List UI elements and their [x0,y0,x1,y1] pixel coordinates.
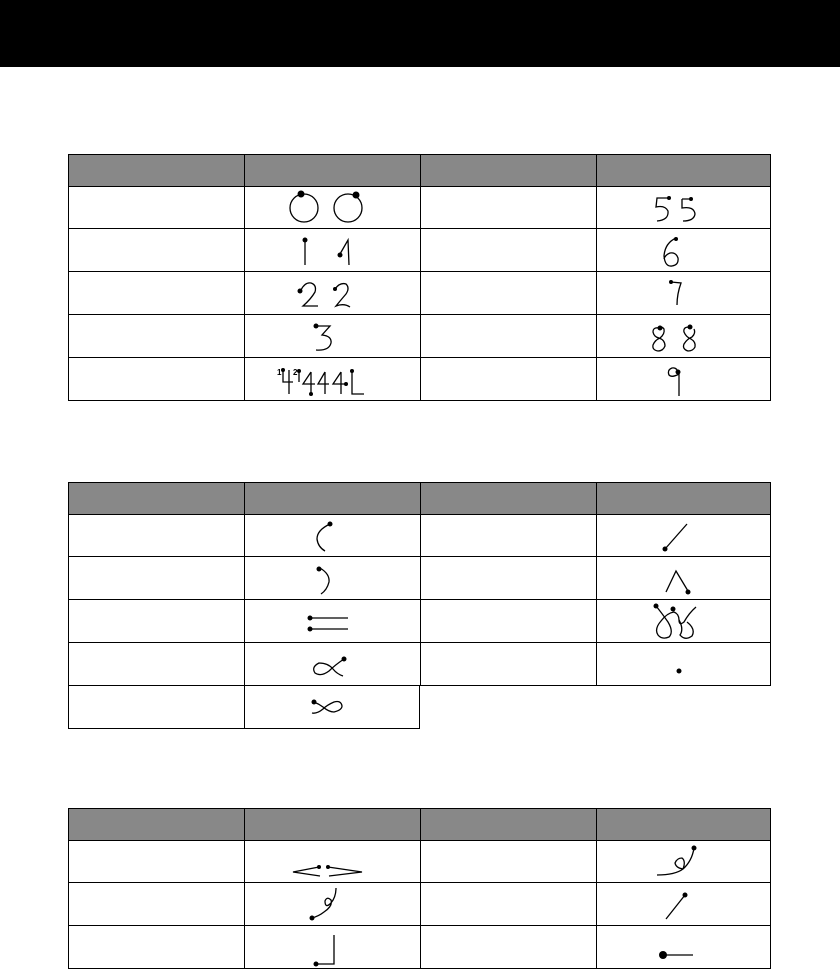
stroke-period-cell [596,643,771,686]
header-cell [244,808,420,841]
stroke-loop-stroke-cell [244,883,420,926]
stroke-order-number: 1 [277,368,282,377]
table-cell [420,841,596,883]
table-cell [420,515,596,557]
stroke-eight-cell [596,315,771,358]
stroke-five-glyph [597,187,772,229]
header-cell [596,808,771,841]
table-cell [68,643,244,686]
table-cell [68,883,244,926]
header-cell [244,154,420,187]
stroke-infinity-cell [244,686,420,729]
table-cell [420,557,596,600]
stroke-return-glyph [245,926,421,969]
stroke-slash-glyph [597,515,772,557]
table-cell [420,272,596,315]
stroke-four-cell [244,358,420,401]
stroke-three-cell [244,315,420,358]
stroke-close-paren-glyph [245,557,421,600]
table-cell [420,315,596,358]
header-cell [244,482,420,515]
table-cell [68,187,244,229]
header-cell [596,482,771,515]
stroke-equals-glyph [245,600,421,643]
stroke-dot-line-glyph [597,926,772,969]
stroke-eight-glyph [597,315,772,358]
stroke-one-glyph [245,229,421,272]
stroke-four-glyph [245,358,421,401]
stroke-diagonal-glyph [597,883,772,926]
table-cell [68,515,244,557]
stroke-caret-glyph [597,557,772,600]
stroke-six-glyph [597,229,772,272]
header-cell [420,808,596,841]
table-cell [68,358,244,401]
table-cell [420,229,596,272]
table-cell [68,841,244,883]
stroke-caret-cell [596,557,771,600]
stroke-two-cell [244,272,420,315]
stroke-period-glyph [597,643,772,686]
stroke-nine-glyph [597,358,772,401]
header-cell [420,154,596,187]
table-cell [68,557,244,600]
stroke-return-cell [244,926,420,969]
stroke-loop-stroke-glyph [245,883,421,926]
stroke-close-paren-cell [244,557,420,600]
stroke-zero-glyph [245,187,421,229]
table-cell [420,926,596,969]
stroke-zero-cell [244,187,420,229]
table-cell [420,187,596,229]
stroke-alpha-cell [244,643,420,686]
table-cell [68,926,244,969]
table-cell [420,643,596,686]
stroke-infinity-glyph [245,686,421,729]
stroke-seven-glyph [597,272,772,315]
top-bar [0,0,840,67]
stroke-six-cell [596,229,771,272]
header-cell [68,482,244,515]
header-cell [68,808,244,841]
stroke-open-paren-glyph [245,515,421,557]
stroke-three-glyph [245,315,421,358]
table-cell [68,686,244,729]
stroke-seven-cell [596,272,771,315]
stroke-diagonal-cell [596,883,771,926]
header-cell [596,154,771,187]
stroke-equals-cell [244,600,420,643]
stroke-order-number: 2 [293,368,298,377]
table-cell [68,315,244,358]
table-cell [420,883,596,926]
stroke-hook-cell [596,841,771,883]
table-cell [68,600,244,643]
table-cell [420,600,596,643]
stroke-space-glyph [245,841,421,883]
stroke-open-paren-cell [244,515,420,557]
stroke-double-loop-cell [596,600,771,643]
stroke-one-cell [244,229,420,272]
stroke-slash-cell [596,515,771,557]
stroke-five-cell [596,187,771,229]
stroke-double-loop-glyph [597,600,772,643]
stroke-nine-cell [596,358,771,401]
table-cell [68,229,244,272]
stroke-space-cell [244,841,420,883]
stroke-alpha-glyph [245,643,421,686]
stroke-hook-glyph [597,841,772,883]
table-cell [420,358,596,401]
header-cell [420,482,596,515]
table-cell [68,272,244,315]
stroke-two-glyph [245,272,421,315]
stroke-dot-line-cell [596,926,771,969]
header-cell [68,154,244,187]
